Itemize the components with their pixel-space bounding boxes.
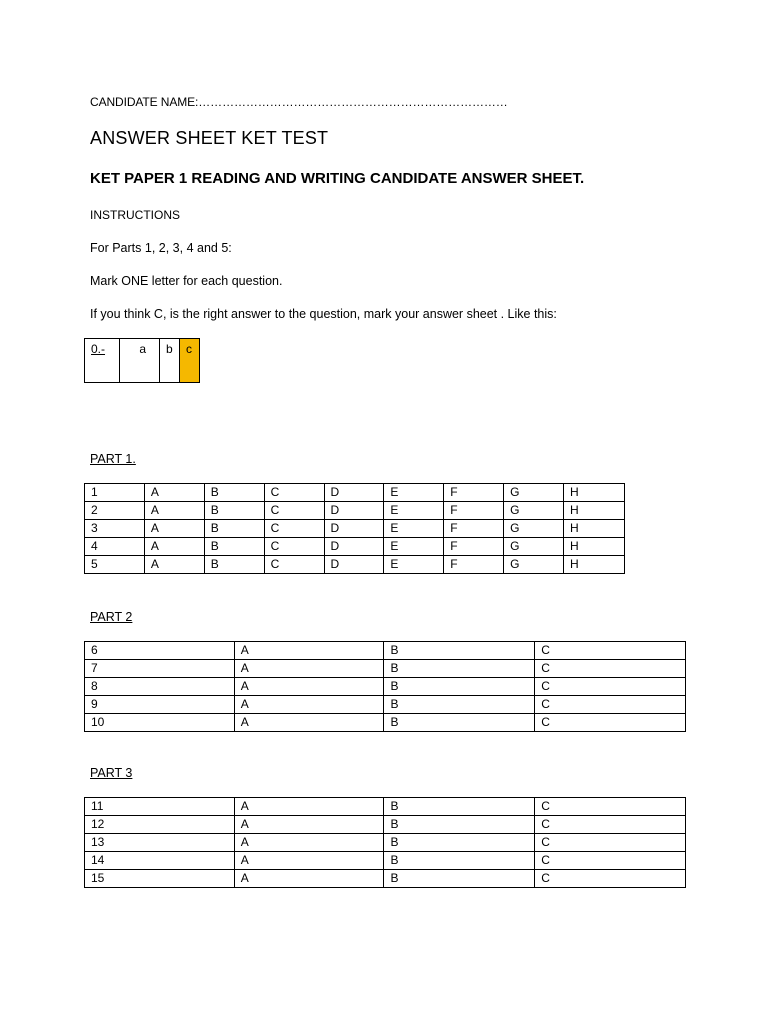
answer-option-cell[interactable]: B [204, 520, 264, 538]
answer-option-cell[interactable]: C [535, 642, 686, 660]
answer-option-cell[interactable]: B [384, 714, 535, 732]
paper-title: KET PAPER 1 READING AND WRITING CANDIDATE ANSWER SHEET. [90, 170, 585, 187]
answer-option-cell[interactable]: A [234, 678, 384, 696]
answer-option-cell[interactable]: A [144, 520, 204, 538]
answer-option-cell[interactable]: B [204, 484, 264, 502]
answer-option-cell[interactable]: A [234, 852, 384, 870]
answer-option-cell[interactable]: C [535, 870, 686, 888]
part1-heading: PART 1. [90, 452, 136, 466]
table-row [85, 520, 625, 538]
answer-option-cell[interactable]: E [384, 538, 444, 556]
answer-option-cell[interactable]: H [564, 502, 625, 520]
question-number: 3 [85, 520, 145, 538]
part2-answer-table [84, 641, 686, 732]
question-number: 12 [85, 816, 235, 834]
answer-option-cell[interactable]: F [444, 520, 504, 538]
answer-option-cell[interactable]: G [504, 484, 564, 502]
answer-option-cell[interactable]: A [144, 502, 204, 520]
answer-option-cell[interactable]: A [234, 816, 384, 834]
table-row [85, 484, 625, 502]
instructions-heading: INSTRUCTIONS [90, 208, 180, 222]
example-option-a: a [120, 339, 160, 383]
answer-option-cell[interactable]: F [444, 484, 504, 502]
answer-option-cell[interactable]: B [384, 816, 535, 834]
answer-option-cell[interactable]: F [444, 502, 504, 520]
answer-option-cell[interactable]: C [535, 660, 686, 678]
answer-option-cell[interactable]: C [264, 502, 324, 520]
answer-option-cell[interactable]: C [535, 696, 686, 714]
answer-option-cell[interactable]: F [444, 556, 504, 574]
answer-option-cell[interactable]: B [204, 556, 264, 574]
instructions-mark-line: Mark ONE letter for each question. [90, 274, 283, 288]
answer-option-cell[interactable]: B [204, 538, 264, 556]
answer-option-cell[interactable]: E [384, 556, 444, 574]
candidate-name-label: CANDIDATE NAME:…………………………………………………………………… [90, 95, 508, 109]
table-row [85, 816, 686, 834]
answer-option-cell[interactable]: B [384, 870, 535, 888]
part1-answer-table [84, 483, 625, 574]
answer-option-cell[interactable]: C [264, 484, 324, 502]
question-number: 4 [85, 538, 145, 556]
table-row [85, 660, 686, 678]
answer-option-cell[interactable]: A [234, 798, 384, 816]
table-row [85, 852, 686, 870]
answer-option-cell[interactable]: B [384, 660, 535, 678]
answer-option-cell[interactable]: B [204, 502, 264, 520]
example-answer-table [84, 338, 200, 383]
answer-option-cell[interactable]: C [535, 852, 686, 870]
question-number: 7 [85, 660, 235, 678]
answer-option-cell[interactable]: B [384, 678, 535, 696]
answer-option-cell[interactable]: A [234, 870, 384, 888]
question-number: 1 [85, 484, 145, 502]
table-row [85, 714, 686, 732]
answer-option-cell[interactable]: B [384, 834, 535, 852]
answer-option-cell[interactable]: B [384, 642, 535, 660]
answer-option-cell[interactable]: E [384, 484, 444, 502]
example-option-b: b [160, 339, 180, 383]
answer-option-cell[interactable]: H [564, 538, 625, 556]
page-title: ANSWER SHEET KET TEST [90, 128, 329, 148]
table-row [85, 538, 625, 556]
instructions-example-line: If you think C, is the right answer to the question, mark your answer sheet . Like this: [90, 307, 557, 321]
answer-option-cell[interactable]: E [384, 520, 444, 538]
answer-option-cell[interactable]: H [564, 520, 625, 538]
answer-option-cell[interactable]: E [384, 502, 444, 520]
answer-option-cell[interactable]: G [504, 520, 564, 538]
answer-option-cell[interactable]: C [535, 816, 686, 834]
question-number: 14 [85, 852, 235, 870]
question-number: 9 [85, 696, 235, 714]
question-number: 8 [85, 678, 235, 696]
question-number: 11 [85, 798, 235, 816]
answer-option-cell[interactable]: B [384, 798, 535, 816]
answer-option-cell[interactable]: A [144, 538, 204, 556]
answer-option-cell[interactable]: D [324, 520, 384, 538]
answer-option-cell[interactable]: D [324, 538, 384, 556]
part3-heading: PART 3 [90, 766, 133, 780]
answer-option-cell[interactable]: C [535, 714, 686, 732]
answer-option-cell[interactable]: A [234, 642, 384, 660]
table-row [85, 696, 686, 714]
answer-option-cell[interactable]: H [564, 484, 625, 502]
table-row [85, 834, 686, 852]
table-row [85, 556, 625, 574]
answer-option-cell[interactable]: D [324, 556, 384, 574]
question-number: 6 [85, 642, 235, 660]
instructions-parts-line: For Parts 1, 2, 3, 4 and 5: [90, 241, 232, 255]
answer-option-cell[interactable]: C [264, 556, 324, 574]
example-option-c-marked: c [180, 339, 200, 383]
answer-option-cell[interactable]: A [234, 714, 384, 732]
answer-option-cell[interactable]: G [504, 502, 564, 520]
answer-option-cell[interactable]: G [504, 538, 564, 556]
answer-option-cell[interactable]: D [324, 502, 384, 520]
question-number: 10 [85, 714, 235, 732]
table-row [85, 798, 686, 816]
table-row [85, 870, 686, 888]
question-number: 15 [85, 870, 235, 888]
table-row [85, 502, 625, 520]
answer-option-cell[interactable]: G [504, 556, 564, 574]
example-number-text: 0.- [91, 342, 106, 356]
answer-option-cell[interactable]: C [535, 678, 686, 696]
example-number [85, 339, 120, 383]
answer-option-cell[interactable]: A [234, 696, 384, 714]
part2-heading: PART 2 [90, 610, 133, 624]
question-number: 2 [85, 502, 145, 520]
answer-option-cell[interactable]: C [264, 538, 324, 556]
table-row [85, 678, 686, 696]
answer-option-cell[interactable]: B [384, 852, 535, 870]
answer-option-cell[interactable]: A [144, 484, 204, 502]
answer-option-cell[interactable]: C [535, 798, 686, 816]
answer-option-cell[interactable]: F [444, 538, 504, 556]
answer-option-cell[interactable]: C [264, 520, 324, 538]
answer-option-cell[interactable]: C [535, 834, 686, 852]
table-row [85, 642, 686, 660]
answer-option-cell[interactable]: A [234, 660, 384, 678]
question-number: 5 [85, 556, 145, 574]
part3-answer-table [84, 797, 686, 888]
answer-option-cell[interactable]: A [234, 834, 384, 852]
answer-option-cell[interactable]: B [384, 696, 535, 714]
example-row [85, 339, 200, 383]
answer-option-cell[interactable]: D [324, 484, 384, 502]
answer-option-cell[interactable]: H [564, 556, 625, 574]
answer-option-cell[interactable]: A [144, 556, 204, 574]
question-number: 13 [85, 834, 235, 852]
